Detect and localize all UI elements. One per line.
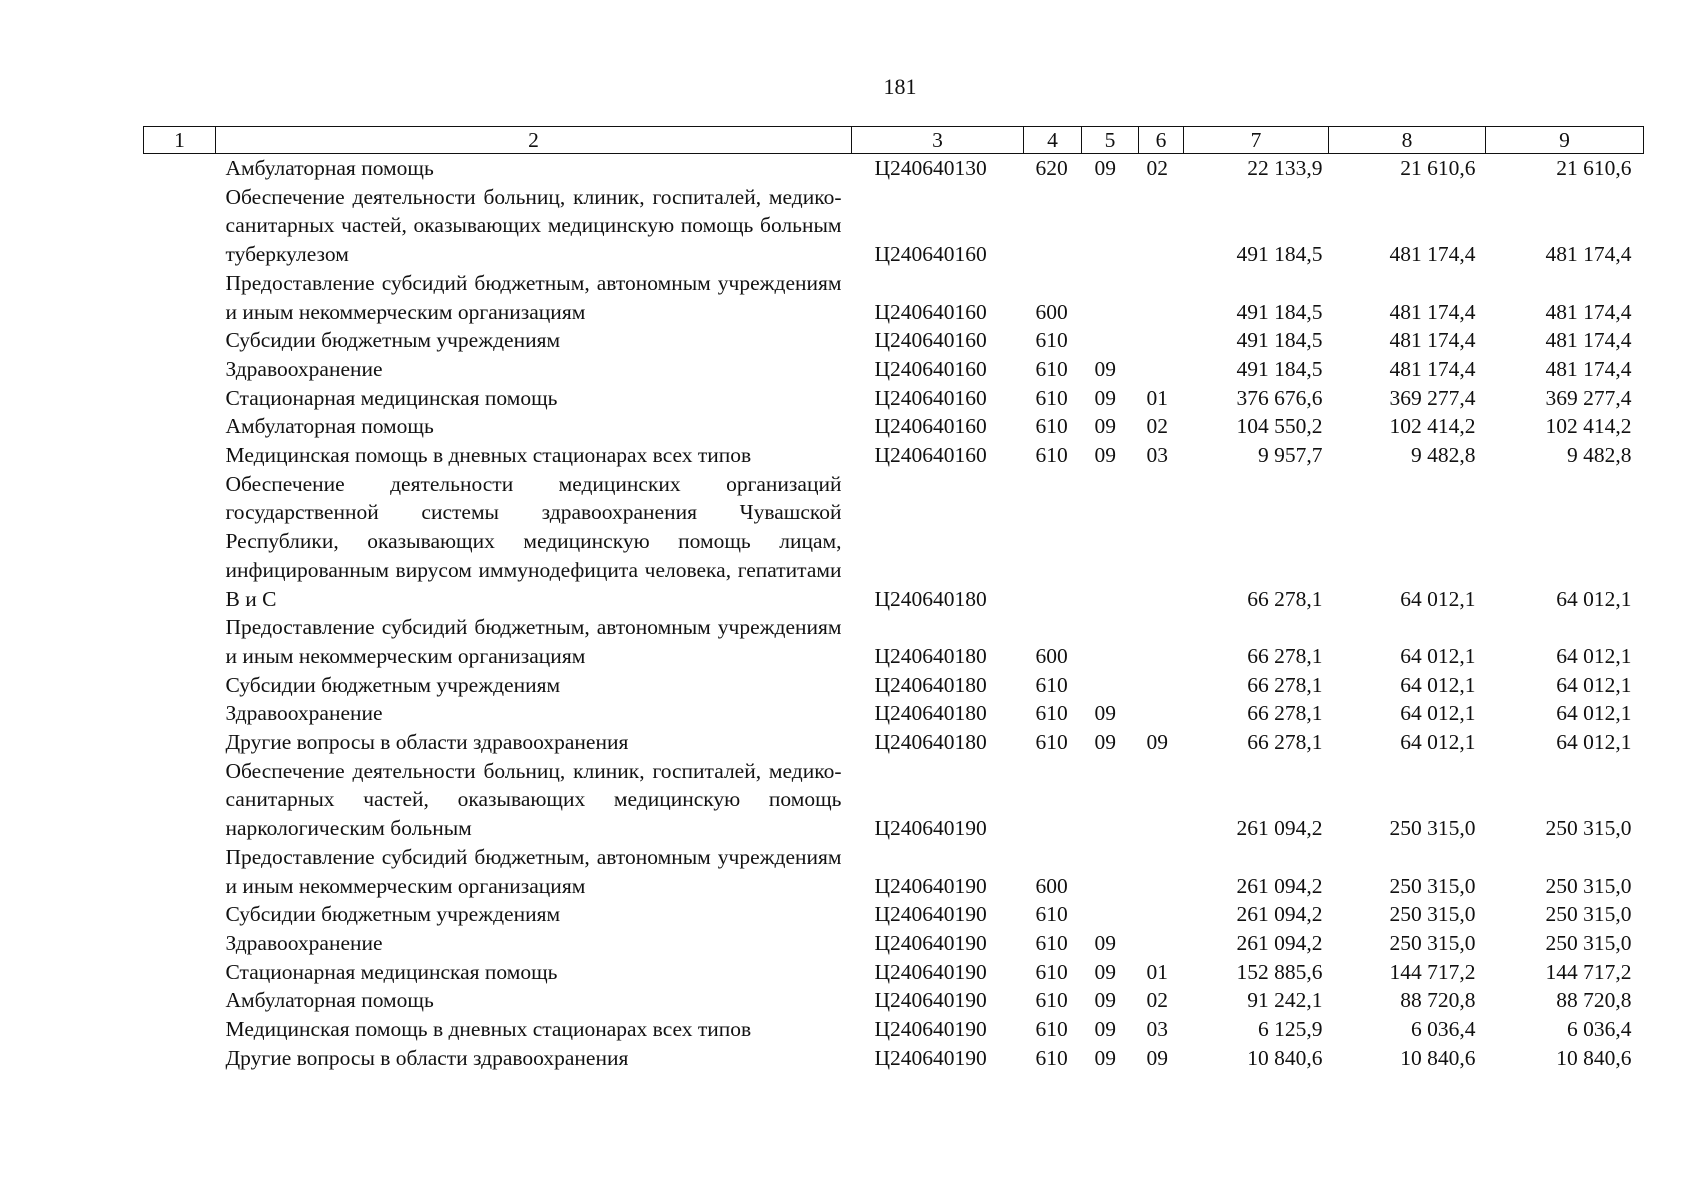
cell-amount-col7: 491 184,5 [1236,356,1323,381]
cell-index [144,671,216,700]
cell-expense-type [1024,183,1082,269]
cell-amount-col8: 481 174,4 [1389,242,1476,267]
cell-target-code: Ц240640190 [874,1017,987,1042]
table-row [144,1044,1644,1073]
table-row [144,986,1644,1015]
cell-amount-col8: 64 012,1 [1400,643,1476,668]
cell-amount-col8: 64 012,1 [1400,672,1476,697]
cell-amount-col8: 21 610,6 [1400,156,1476,180]
cell-index [144,613,216,670]
cell-index [144,355,216,384]
cell-target-code: Ц240640160 [874,385,987,410]
cell-amount-col7: 261 094,2 [1236,930,1323,955]
cell-name: Субсидии бюджетным учреждениям [225,902,561,927]
cell-index [144,986,216,1015]
cell-amount-col8: 481 174,4 [1389,328,1476,353]
table-row [144,183,1644,269]
table-row [144,269,1644,326]
cell-target-code: Ц240640160 [874,299,987,324]
cell-amount-col9: 250 315,0 [1545,873,1632,898]
cell-amount-col7: 66 278,1 [1247,701,1323,726]
cell-index [144,412,216,441]
cell-section: 09 [1094,930,1116,955]
cell-amount-col9: 9 482,8 [1567,443,1632,468]
cell-index [144,1015,216,1044]
table-row [144,929,1644,958]
cell-name: Здравоохранение [225,356,383,381]
cell-target-code: Ц240640190 [874,816,987,841]
cell-target-code: Ц240640160 [874,443,987,468]
cell-amount-col7: 66 278,1 [1247,643,1323,668]
cell-amount-col8: 144 717,2 [1389,959,1476,984]
cell-amount-col9: 6 036,4 [1567,1017,1632,1042]
table-row [144,613,1644,670]
cell-section [1082,671,1139,700]
cell-subsection [1139,355,1184,384]
cell-section: 09 [1094,959,1116,984]
cell-amount-col9: 250 315,0 [1545,816,1632,841]
cell-name: Другие вопросы в области здравоохранения [225,730,629,755]
cell-target-code: Ц240640160 [874,242,987,267]
cell-name: Медицинская помощь в дневных стационарах всех типов [225,1017,752,1042]
cell-index [144,728,216,757]
cell-amount-col8: 6 036,4 [1411,1017,1476,1042]
cell-name: Здравоохранение [225,701,383,726]
cell-subsection [1139,326,1184,355]
cell-amount-col9: 102 414,2 [1545,414,1632,439]
table-row [144,154,1644,183]
header-col-8: 8 [1329,127,1486,154]
cell-subsection [1139,843,1184,900]
table-body [144,154,1644,1073]
cell-amount-col8: 88 720,8 [1400,988,1476,1013]
cell-section: 09 [1094,414,1116,439]
cell-index [144,900,216,929]
header-col-5: 5 [1082,127,1139,154]
cell-target-code: Ц240640160 [874,328,987,353]
cell-index [144,154,216,183]
cell-expense-type [1024,470,1082,614]
header-row [144,127,1644,154]
cell-subsection: 03 [1146,1017,1168,1042]
cell-amount-col7: 66 278,1 [1247,730,1323,755]
cell-section: 09 [1094,356,1116,381]
table-row [144,326,1644,355]
cell-name: Обеспечение деятельности медицинских организаций государственной системы здравоохранения Чувашской Республики, оказывающих медицинскую помощь лицам, инфицированным вирусом иммунодефицита человека, гепатитами B и C [225,471,842,611]
cell-subsection [1139,699,1184,728]
cell-name: Медицинская помощь в дневных стационарах всех типов [225,443,752,468]
cell-amount-col9: 481 174,4 [1545,299,1632,324]
cell-index [144,929,216,958]
cell-amount-col7: 491 184,5 [1236,328,1323,353]
cell-section: 09 [1094,988,1116,1013]
cell-section: 09 [1094,385,1116,410]
cell-name: Предоставление субсидий бюджетным, автономным учреждениям и иным некоммерческим организациям [225,844,842,898]
cell-amount-col8: 10 840,6 [1400,1045,1476,1070]
cell-name: Стационарная медицинская помощь [225,959,558,984]
table-header [144,127,1644,154]
cell-index [144,1044,216,1073]
cell-amount-col9: 88 720,8 [1556,988,1632,1013]
cell-amount-col8: 250 315,0 [1389,930,1476,955]
cell-subsection [1139,757,1184,843]
cell-amount-col7: 261 094,2 [1236,873,1323,898]
cell-name: Амбулаторная помощь [225,414,434,439]
cell-section [1082,843,1139,900]
cell-section [1082,183,1139,269]
header-col-6: 6 [1139,127,1184,154]
cell-amount-col7: 10 840,6 [1247,1045,1323,1070]
cell-amount-col7: 491 184,5 [1236,242,1323,267]
cell-amount-col9: 64 012,1 [1556,586,1632,611]
cell-subsection: 02 [1146,156,1168,180]
cell-amount-col7: 491 184,5 [1236,299,1323,324]
cell-subsection: 09 [1146,1045,1168,1070]
header-col-4: 4 [1024,127,1082,154]
cell-section: 09 [1094,156,1116,180]
header-col-7: 7 [1184,127,1329,154]
cell-section: 09 [1094,443,1116,468]
cell-amount-col9: 250 315,0 [1545,930,1632,955]
cell-expense-type: 610 [1035,328,1068,353]
cell-amount-col9: 64 012,1 [1556,643,1632,668]
cell-expense-type: 610 [1035,959,1068,984]
cell-section [1082,269,1139,326]
cell-expense-type: 610 [1035,988,1068,1013]
cell-section [1082,757,1139,843]
cell-target-code: Ц240640160 [874,356,987,381]
cell-index [144,384,216,413]
cell-expense-type: 610 [1035,930,1068,955]
cell-subsection [1139,470,1184,614]
cell-expense-type: 600 [1035,643,1068,668]
cell-target-code: Ц240640180 [874,701,987,726]
cell-amount-col9: 481 174,4 [1545,356,1632,381]
cell-subsection: 03 [1146,443,1168,468]
cell-section [1082,613,1139,670]
cell-index [144,326,216,355]
cell-amount-col7: 261 094,2 [1236,816,1323,841]
cell-expense-type: 610 [1035,385,1068,410]
cell-name: Стационарная медицинская помощь [225,385,558,410]
cell-index [144,699,216,728]
cell-amount-col9: 10 840,6 [1556,1045,1632,1070]
cell-index [144,958,216,987]
cell-target-code: Ц240640180 [874,730,987,755]
cell-section: 09 [1094,701,1116,726]
cell-subsection: 02 [1146,414,1168,439]
cell-target-code: Ц240640180 [874,586,987,611]
cell-amount-col8: 64 012,1 [1400,701,1476,726]
cell-index [144,269,216,326]
cell-subsection: 09 [1146,730,1168,755]
cell-name: Другие вопросы в области здравоохранения [225,1045,629,1070]
cell-expense-type: 600 [1035,299,1068,324]
cell-index [144,183,216,269]
cell-expense-type: 610 [1035,902,1068,927]
table-row [144,699,1644,728]
cell-amount-col7: 9 957,7 [1258,443,1323,468]
cell-amount-col9: 64 012,1 [1556,701,1632,726]
cell-expense-type: 610 [1035,701,1068,726]
table-row [144,757,1644,843]
cell-amount-col9: 64 012,1 [1556,672,1632,697]
cell-target-code: Ц240640180 [874,672,987,697]
cell-name: Обеспечение деятельности больниц, клиник, госпиталей, медико-санитарных частей, оказывающих медицинскую помощь наркологическим больным [225,758,842,841]
cell-target-code: Ц240640160 [874,414,987,439]
cell-amount-col7: 376 676,6 [1236,385,1323,410]
cell-name: Обеспечение деятельности больниц, клиник, госпиталей, медико-санитарных частей, оказывающих медицинскую помощь больным туберкулезом [225,184,842,267]
cell-amount-col7: 22 133,9 [1247,156,1323,180]
cell-amount-col9: 369 277,4 [1545,385,1632,410]
cell-amount-col7: 91 242,1 [1247,988,1323,1013]
cell-target-code: Ц240640190 [874,959,987,984]
table-row [144,671,1644,700]
cell-amount-col8: 250 315,0 [1389,816,1476,841]
cell-amount-col8: 102 414,2 [1389,414,1476,439]
cell-section: 09 [1094,1045,1116,1070]
table-row [144,355,1644,384]
cell-amount-col8: 64 012,1 [1400,586,1476,611]
cell-expense-type: 610 [1035,443,1068,468]
cell-amount-col7: 66 278,1 [1247,672,1323,697]
cell-amount-col7: 66 278,1 [1247,586,1323,611]
cell-amount-col9: 144 717,2 [1545,959,1632,984]
cell-target-code: Ц240640190 [874,873,987,898]
cell-expense-type: 610 [1035,1045,1068,1070]
cell-expense-type [1024,757,1082,843]
cell-name: Субсидии бюджетным учреждениям [225,672,561,697]
budget-table [143,126,1644,1073]
cell-target-code: Ц240640130 [874,156,987,180]
cell-index [144,757,216,843]
cell-expense-type: 600 [1035,873,1068,898]
cell-index [144,470,216,614]
cell-subsection [1139,900,1184,929]
header-col-2: 2 [216,127,852,154]
table-row [144,1015,1644,1044]
cell-amount-col7: 261 094,2 [1236,902,1323,927]
cell-amount-col8: 369 277,4 [1389,385,1476,410]
cell-subsection: 02 [1146,988,1168,1013]
cell-index [144,441,216,470]
cell-name: Амбулаторная помощь [225,156,434,180]
page-number: 181 [883,74,917,99]
table-row [144,441,1644,470]
cell-name: Предоставление субсидий бюджетным, автономным учреждениям и иным некоммерческим организациям [225,615,842,668]
cell-expense-type: 610 [1035,1017,1068,1042]
cell-expense-type: 610 [1035,672,1068,697]
cell-subsection [1139,613,1184,670]
cell-amount-col8: 9 482,8 [1411,443,1476,468]
table-row [144,843,1644,900]
cell-subsection: 01 [1146,959,1168,984]
cell-amount-col8: 64 012,1 [1400,730,1476,755]
cell-expense-type: 610 [1035,356,1068,381]
header-col-1: 1 [144,127,216,154]
table-row [144,900,1644,929]
cell-target-code: Ц240640190 [874,930,987,955]
cell-amount-col9: 21 610,6 [1556,156,1632,180]
cell-name: Предоставление субсидий бюджетным, автономным учреждениям и иным некоммерческим организациям [225,270,842,324]
cell-subsection [1139,183,1184,269]
cell-name: Субсидии бюджетным учреждениям [225,328,561,353]
cell-target-code: Ц240640180 [874,643,987,668]
table-row [144,958,1644,987]
cell-amount-col8: 481 174,4 [1389,356,1476,381]
cell-name: Здравоохранение [225,930,383,955]
cell-section [1082,326,1139,355]
cell-target-code: Ц240640190 [874,1045,987,1070]
cell-name: Амбулаторная помощь [225,988,434,1013]
cell-section: 09 [1094,730,1116,755]
cell-subsection [1139,929,1184,958]
table-row [144,384,1644,413]
cell-amount-col9: 481 174,4 [1545,242,1632,267]
cell-index [144,843,216,900]
cell-amount-col8: 250 315,0 [1389,873,1476,898]
cell-expense-type: 620 [1035,156,1068,180]
cell-amount-col9: 250 315,0 [1545,902,1632,927]
cell-amount-col9: 64 012,1 [1556,730,1632,755]
cell-amount-col7: 6 125,9 [1258,1017,1323,1042]
cell-amount-col7: 104 550,2 [1236,414,1323,439]
cell-section [1082,470,1139,614]
cell-amount-col9: 481 174,4 [1545,328,1632,353]
cell-amount-col8: 250 315,0 [1389,902,1476,927]
cell-subsection [1139,269,1184,326]
cell-amount-col7: 152 885,6 [1236,959,1323,984]
cell-target-code: Ц240640190 [874,988,987,1013]
cell-expense-type: 610 [1035,414,1068,439]
table-row [144,728,1644,757]
cell-subsection: 01 [1146,385,1168,410]
table-row [144,412,1644,441]
cell-subsection [1139,671,1184,700]
cell-section [1082,900,1139,929]
table-row [144,470,1644,614]
cell-expense-type: 610 [1035,730,1068,755]
header-col-3: 3 [852,127,1024,154]
cell-amount-col8: 481 174,4 [1389,299,1476,324]
cell-section: 09 [1094,1017,1116,1042]
header-col-9: 9 [1486,127,1644,154]
cell-target-code: Ц240640190 [874,902,987,927]
